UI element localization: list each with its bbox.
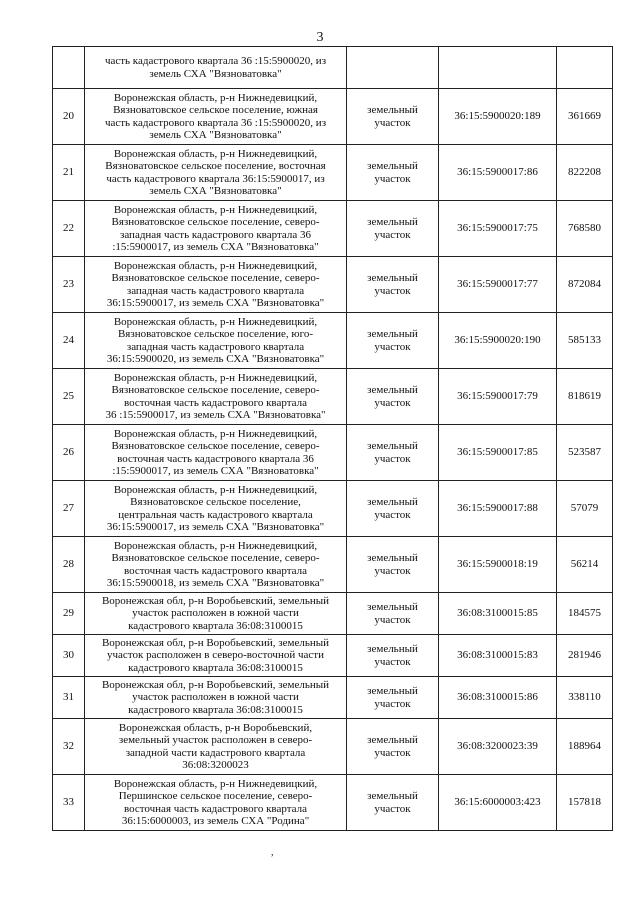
object-type-line: земельный <box>367 552 418 564</box>
cadastral-number: 36:15:5900017:77 <box>439 257 557 313</box>
cadastral-number: 36:15:5900020:189 <box>439 89 557 145</box>
object-type <box>347 89 439 145</box>
object-type-line: участок <box>374 508 411 521</box>
object-type <box>347 775 439 831</box>
cadastral-number <box>439 47 557 89</box>
object-type-line: земельный <box>367 685 418 697</box>
cadastral-number: 36:15:5900017:85 <box>439 425 557 481</box>
location-description <box>85 313 347 369</box>
row-number: 33 <box>53 775 85 831</box>
description-line: Воронежская обл, р-н Воробьевский, земельный <box>101 594 330 607</box>
area-value: 585133 <box>557 313 613 369</box>
cadastral-number: 36:15:5900020:190 <box>439 313 557 369</box>
location-description <box>85 635 347 677</box>
description-line: 36:08:3200023 <box>182 759 249 771</box>
table-row <box>53 719 613 775</box>
object-type-line: участок <box>374 655 411 668</box>
object-type-line: земельный <box>367 160 418 172</box>
object-type <box>347 313 439 369</box>
description-line: западной части кадастрового квартала <box>125 746 306 759</box>
description-line: :15:5900017, из земель СХА "Вязноватовка" <box>112 241 319 253</box>
description-line: Вязноватовское сельское поселение, северо- <box>111 440 320 452</box>
description-line: часть кадастрового квартала 36 :15:5900020, из <box>104 55 327 67</box>
description-line: земельный участок расположен в северо- <box>118 734 313 746</box>
location-description <box>85 593 347 635</box>
row-number: 23 <box>53 257 85 313</box>
row-number <box>53 47 85 89</box>
table-row <box>53 677 613 719</box>
description-line: Вязноватовское сельское поселение, южная <box>113 104 318 116</box>
description-line: западная часть кадастрового квартала 36 <box>119 228 312 241</box>
description-line: Вязноватовское сельское поселение, восточная <box>105 160 326 172</box>
row-number: 20 <box>53 89 85 145</box>
description-line: Воронежская область, р-н Нижнедевицкий, <box>113 539 318 552</box>
table-row <box>53 89 613 145</box>
description-line: Воронежская область, р-н Воробьевский, <box>118 721 313 734</box>
object-type-line: участок <box>374 116 411 129</box>
description-line: часть кадастрового квартала 36 :15:5900020, из <box>104 116 327 129</box>
description-line: восточная часть кадастрового квартала <box>123 396 308 409</box>
location-description <box>85 201 347 257</box>
description-line: Вязноватовское сельское поселение, северо- <box>111 552 320 564</box>
table-row <box>53 481 613 537</box>
description-line: восточная часть кадастрового квартала <box>123 802 308 815</box>
table-row <box>53 257 613 313</box>
table-row <box>53 47 613 89</box>
object-type <box>347 47 439 89</box>
description-line: Воронежская область, р-н Нижнедевицкий, <box>113 203 318 216</box>
table-body <box>53 47 613 831</box>
table-row <box>53 313 613 369</box>
description-line: кадастрового квартала 36:08:3100015 <box>128 703 303 716</box>
object-type <box>347 635 439 677</box>
row-number: 27 <box>53 481 85 537</box>
description-line: кадастрового квартала 36:08:3100015 <box>128 619 303 632</box>
description-line: 36:15:5900020, из земель СХА "Вязноватовка" <box>106 353 325 365</box>
cadastral-number: 36:15:5900018:19 <box>439 537 557 593</box>
description-line: 36:15:5900017, из земель СХА "Вязноватовка" <box>106 297 325 309</box>
stray-mark: , <box>271 847 274 858</box>
location-description <box>85 677 347 719</box>
object-type-line: участок <box>374 340 411 353</box>
area-value: 822208 <box>557 145 613 201</box>
location-description <box>85 719 347 775</box>
object-type-line: участок <box>374 228 411 241</box>
cadastral-number: 36:08:3100015:83 <box>439 635 557 677</box>
area-value: 188964 <box>557 719 613 775</box>
description-line: Воронежская область, р-н Нижнедевицкий, <box>113 315 318 328</box>
object-type <box>347 677 439 719</box>
object-type-line: участок <box>374 697 411 710</box>
description-line: земель СХА "Вязноватовка" <box>149 129 282 141</box>
description-line: Воронежская область, р-н Нижнедевицкий, <box>113 147 318 160</box>
row-number: 24 <box>53 313 85 369</box>
cadastral-number: 36:15:5900017:79 <box>439 369 557 425</box>
object-type <box>347 481 439 537</box>
object-type-line: участок <box>374 564 411 577</box>
object-type <box>347 369 439 425</box>
description-line: участок расположен в южной части <box>132 607 299 620</box>
area-value: 157818 <box>557 775 613 831</box>
page-number: 3 <box>316 30 324 45</box>
cadastral-number: 36:15:6000003:423 <box>439 775 557 831</box>
object-type-line: земельный <box>367 643 418 655</box>
location-description <box>85 257 347 313</box>
object-type-line: участок <box>374 613 411 626</box>
area-value: 872084 <box>557 257 613 313</box>
object-type <box>347 425 439 481</box>
object-type-line: участок <box>374 172 411 185</box>
area-value: 361669 <box>557 89 613 145</box>
table-row <box>53 369 613 425</box>
table-row <box>53 775 613 831</box>
description-line: кадастрового квартала 36:08:3100015 <box>128 661 303 674</box>
row-number: 21 <box>53 145 85 201</box>
location-description <box>85 537 347 593</box>
row-number: 31 <box>53 677 85 719</box>
row-number: 26 <box>53 425 85 481</box>
object-type-line: земельный <box>367 496 418 508</box>
description-line: Вязноватовское сельское поселение, <box>130 496 301 508</box>
table-row <box>53 425 613 481</box>
cadastral-number: 36:15:5900017:75 <box>439 201 557 257</box>
area-value: 184575 <box>557 593 613 635</box>
description-line: восточная часть кадастрового квартала 36 <box>117 452 314 465</box>
description-line: земель СХА "Вязноватовка" <box>149 185 282 197</box>
description-line: 36 :15:5900017, из земель СХА "Вязноватовка" <box>105 409 326 421</box>
description-line: Воронежская обл, р-н Воробьевский, земельный <box>101 678 330 691</box>
location-description <box>85 145 347 201</box>
table-row <box>53 635 613 677</box>
object-type <box>347 257 439 313</box>
description-line: участок расположен в южной части <box>132 691 299 704</box>
object-type <box>347 593 439 635</box>
description-line: часть кадастрового квартала 36:15:5900017, из <box>106 172 325 185</box>
description-line: Воронежская область, р-н Нижнедевицкий, <box>113 483 318 496</box>
row-number: 30 <box>53 635 85 677</box>
land-plots-table <box>52 46 613 831</box>
table-row <box>53 593 613 635</box>
object-type-line: земельный <box>367 104 418 116</box>
row-number: 32 <box>53 719 85 775</box>
area-value: 338110 <box>557 677 613 719</box>
cadastral-number: 36:08:3100015:85 <box>439 593 557 635</box>
cadastral-number: 36:08:3100015:86 <box>439 677 557 719</box>
description-line: Вязноватовское сельское поселение, северо- <box>111 216 320 228</box>
description-line: Воронежская область, р-н Нижнедевицкий, <box>113 371 318 384</box>
description-line: 36:15:5900018, из земель СХА "Вязноватовка" <box>106 577 325 589</box>
location-description <box>85 47 347 89</box>
object-type-line: земельный <box>367 272 418 284</box>
area-value: 768580 <box>557 201 613 257</box>
location-description <box>85 775 347 831</box>
table-row <box>53 145 613 201</box>
description-line: Воронежская обл, р-н Воробьевский, земельный <box>101 636 330 649</box>
description-line: :15:5900017, из земель СХА "Вязноватовка" <box>112 465 319 477</box>
object-type-line: земельный <box>367 328 418 340</box>
description-line: Вязноватовское сельское поселение, северо- <box>111 384 320 396</box>
description-line: западная часть кадастрового квартала <box>126 284 305 297</box>
description-line: западная часть кадастрового квартала <box>126 340 305 353</box>
description-line: земель СХА "Вязноватовка" <box>149 67 282 80</box>
location-description <box>85 425 347 481</box>
area-value: 818619 <box>557 369 613 425</box>
object-type-line: земельный <box>367 601 418 613</box>
location-description <box>85 89 347 145</box>
cadastral-number: 36:15:5900017:88 <box>439 481 557 537</box>
row-number: 25 <box>53 369 85 425</box>
object-type-line: участок <box>374 396 411 409</box>
row-number: 28 <box>53 537 85 593</box>
area-value: 57079 <box>557 481 613 537</box>
cadastral-number: 36:08:3200023:39 <box>439 719 557 775</box>
description-line: Воронежская область, р-н Нижнедевицкий, <box>113 259 318 272</box>
description-line: 36:15:5900017, из земель СХА "Вязноватовка" <box>106 521 325 533</box>
object-type-line: участок <box>374 746 411 759</box>
description-line: Першинское сельское поселение, северо- <box>118 790 313 802</box>
object-type <box>347 201 439 257</box>
object-type-line: земельный <box>367 734 418 746</box>
table-row <box>53 537 613 593</box>
location-description <box>85 481 347 537</box>
object-type-line: земельный <box>367 384 418 396</box>
description-line: Вязноватовское сельское поселение, северо- <box>111 272 320 284</box>
location-description <box>85 369 347 425</box>
description-line: участок расположен в северо-восточной части <box>107 649 324 662</box>
description-line: Воронежская область, р-н Нижнедевицкий, <box>113 777 318 790</box>
description-line: Воронежская область, р-н Нижнедевицкий, <box>113 427 318 440</box>
object-type-line: участок <box>374 802 411 815</box>
area-value: 281946 <box>557 635 613 677</box>
row-number: 29 <box>53 593 85 635</box>
object-type-line: земельный <box>367 440 418 452</box>
object-type <box>347 719 439 775</box>
description-line: центральная часть кадастрового квартала <box>118 508 313 521</box>
area-value: 56214 <box>557 537 613 593</box>
description-line: Вязноватовское сельское поселение, юго- <box>117 328 314 340</box>
object-type-line: участок <box>374 284 411 297</box>
area-value: 523587 <box>557 425 613 481</box>
description-line: восточная часть кадастрового квартала <box>123 564 308 577</box>
object-type-line: участок <box>374 452 411 465</box>
object-type <box>347 145 439 201</box>
table-row <box>53 201 613 257</box>
area-value <box>557 47 613 89</box>
description-line: 36:15:6000003, из земель СХА "Родина" <box>121 815 310 827</box>
description-line: Воронежская область, р-н Нижнедевицкий, <box>113 91 318 104</box>
object-type-line: земельный <box>367 790 418 802</box>
object-type <box>347 537 439 593</box>
row-number: 22 <box>53 201 85 257</box>
cadastral-number: 36:15:5900017:86 <box>439 145 557 201</box>
object-type-line: земельный <box>367 216 418 228</box>
